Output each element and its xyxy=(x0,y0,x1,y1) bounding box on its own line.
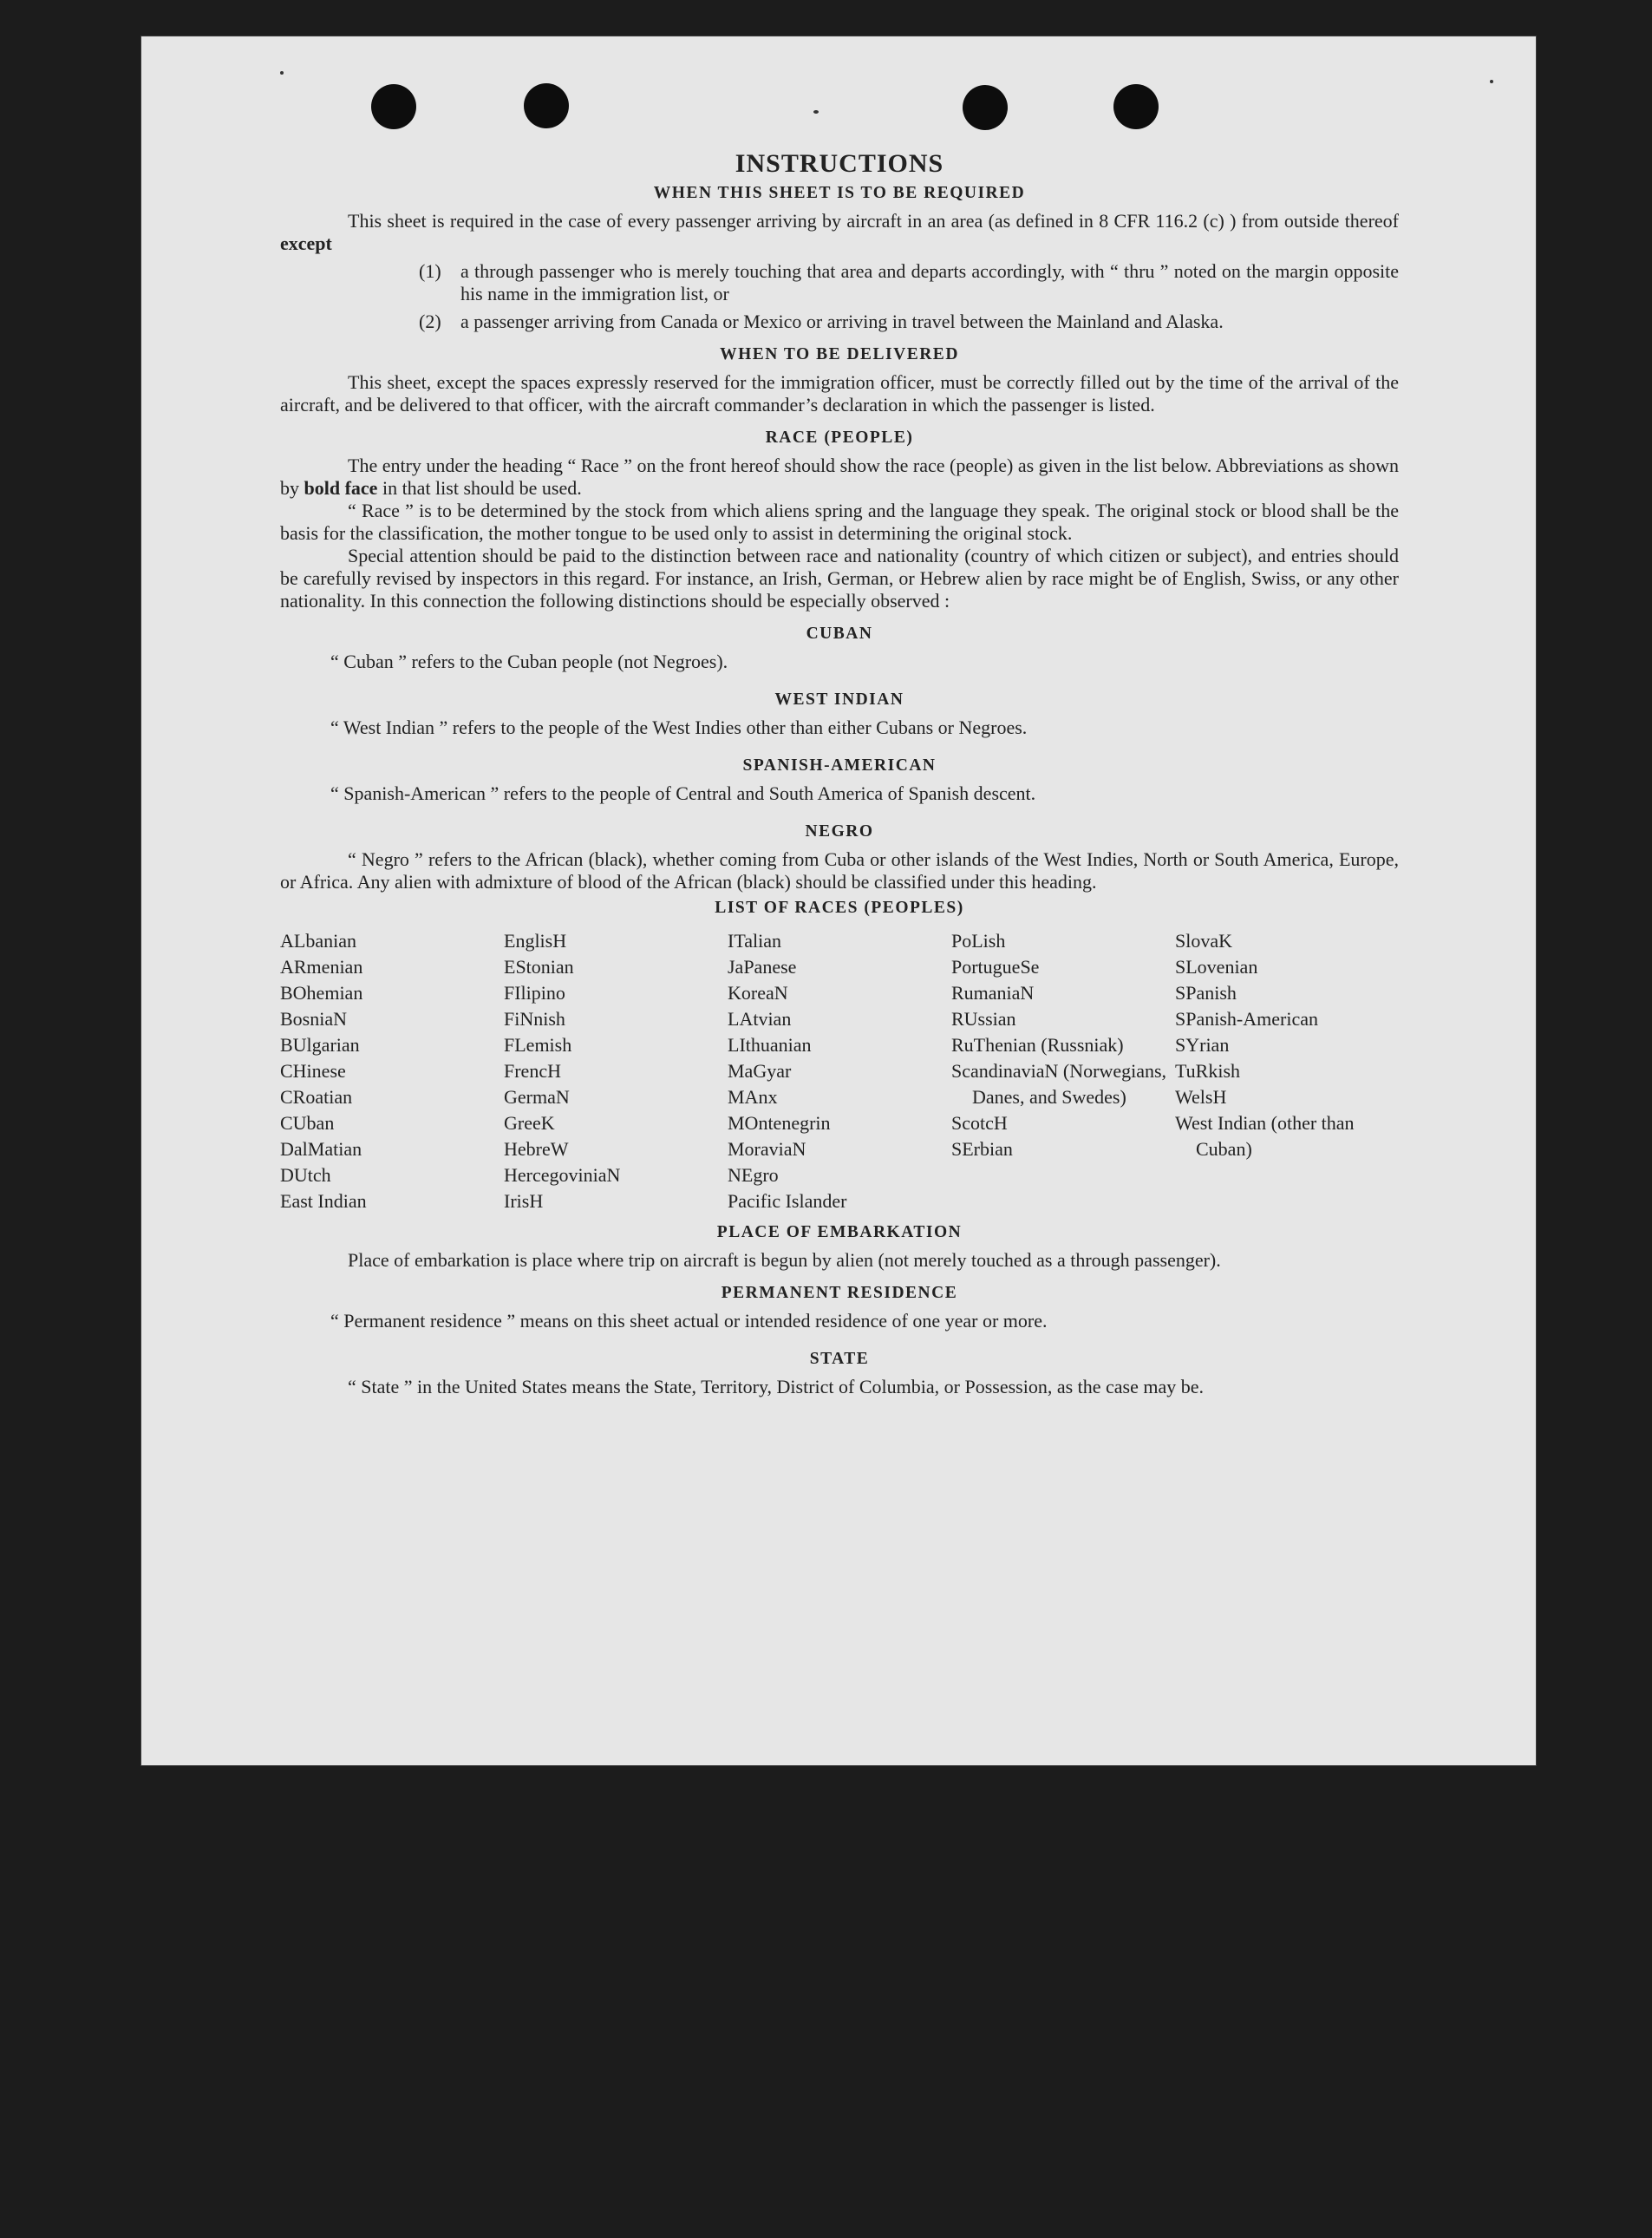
races-column-4 xyxy=(951,928,1175,1214)
paragraph-race-3: Special attention should be paid to the distinction between race and nationality (country of which citizen or subject), and entries should be carefully revised by inspectors in this regard. For instance, an Irish, German, or Hebrew alien by race might be of English, Swiss, or any other nationality. In this connection the following distinctions should be especially observed : xyxy=(280,545,1399,612)
race-entry: MOntenegrin xyxy=(728,1112,831,1134)
item-text: a through passenger who is merely touching that area and departs accordingly, with “ thru ” noted on the margin opposite his name in the immigration list, or xyxy=(460,260,1399,304)
race-entry: KoreaN xyxy=(728,982,788,1004)
paragraph-spanish-american: “ Spanish-American ” refers to the people of Central and South America of Spanish descent. xyxy=(330,782,1036,804)
section-heading-race: RACE (PEOPLE) xyxy=(765,429,914,447)
race-entry: EStonian xyxy=(504,956,574,978)
race-entry: RUssian xyxy=(951,1008,1016,1030)
section-heading-embarkation: PLACE OF EMBARKATION xyxy=(716,1223,963,1241)
item-text: a passenger arriving from Canada or Mexico or arriving in travel between the Mainland and Alaska. xyxy=(460,311,1224,332)
races-column-2 xyxy=(504,928,728,1214)
section-heading-residence: PERMANENT RESIDENCE xyxy=(721,1284,958,1302)
race-text: in that list should be used. xyxy=(377,477,582,499)
race-entry: SPanish xyxy=(1175,982,1237,1004)
punch-hole xyxy=(1113,84,1159,129)
item-number: (1) xyxy=(419,260,441,282)
race-entry: HebreW xyxy=(504,1138,569,1160)
race-entry: BosniaN xyxy=(280,1008,347,1030)
race-entry: ScandinaviaN (Norwegians, Danes, and Swedes) xyxy=(951,1060,1167,1108)
punch-hole xyxy=(963,85,1008,130)
race-entry: MaGyar xyxy=(728,1060,792,1082)
paper-speck xyxy=(1490,80,1493,83)
race-entry: LAtvian xyxy=(728,1008,792,1030)
race-entry: PoLish xyxy=(951,930,1006,952)
section-heading-list-of-races: LIST OF RACES (PEOPLES) xyxy=(715,899,964,917)
race-entry: SYrian xyxy=(1175,1034,1230,1056)
race-entry: Pacific Islander xyxy=(728,1190,847,1212)
race-entry: SLovenian xyxy=(1175,956,1258,978)
instructions-content xyxy=(280,149,1399,1398)
race-entry: SErbian xyxy=(951,1138,1013,1160)
races-column-5 xyxy=(1175,928,1399,1214)
race-entry: CUban xyxy=(280,1112,335,1134)
race-entry: DalMatian xyxy=(280,1138,362,1160)
paragraph-west-indian: “ West Indian ” refers to the people of the West Indies other than either Cubans or Negroes. xyxy=(330,717,1028,738)
paper-speck xyxy=(280,71,284,75)
section-heading-cuban: CUBAN xyxy=(806,625,873,643)
paragraph-when-required xyxy=(280,210,1399,255)
section-heading-spanish-american: SPANISH-AMERICAN xyxy=(742,756,937,775)
race-entry: SPanish-American xyxy=(1175,1008,1318,1030)
item-number: (2) xyxy=(419,311,441,332)
document-sheet xyxy=(141,36,1536,1765)
page-title: INSTRUCTIONS xyxy=(735,149,944,178)
section-heading-state: STATE xyxy=(809,1350,870,1368)
paragraph-embarkation: Place of embarkation is place where trip on aircraft is begun by alien (not merely touched as a through passenger). xyxy=(348,1249,1221,1271)
race-entry: CHinese xyxy=(280,1060,346,1082)
paragraph-when-delivered: This sheet, except the spaces expressly reserved for the immigration officer, must be correctly filled out by the time of the arrival of the aircraft, and be delivered to that officer, with the aircraft commander’s declaration in which the passenger is listed. xyxy=(280,371,1399,416)
paragraph-residence: “ Permanent residence ” means on this sheet actual or intended residence of one year or more. xyxy=(330,1310,1048,1332)
text-when-required: This sheet is required in the case of every passenger arriving by aircraft in an area (as defined in 8 CFR 116.2 (c) ) from outside thereof xyxy=(348,210,1399,232)
paragraph-negro: “ Negro ” refers to the African (black), whether coming from Cuba or other islands of the West Indies, North or South America, Europe, or Africa. Any alien with admixture of blood of the African (black) should be classified under this heading. xyxy=(280,848,1399,893)
section-heading-when-required: WHEN THIS SHEET IS TO BE REQUIRED xyxy=(653,184,1026,202)
race-entry: FLemish xyxy=(504,1034,572,1056)
punch-hole xyxy=(371,84,416,129)
race-entry: GreeK xyxy=(504,1112,555,1134)
race-entry: FrencH xyxy=(504,1060,561,1082)
race-entry: MoraviaN xyxy=(728,1138,806,1160)
exception-item xyxy=(280,311,1399,333)
bold-face-text: bold face xyxy=(304,477,378,499)
paragraph-race-1 xyxy=(280,455,1399,500)
race-entry: WelsH xyxy=(1175,1086,1227,1108)
race-entry: FIlipino xyxy=(504,982,565,1004)
race-entry: West Indian (other than Cuban) xyxy=(1175,1112,1355,1160)
races-table xyxy=(280,928,1399,1214)
paper-speck xyxy=(813,110,819,114)
race-entry: MAnx xyxy=(728,1086,778,1108)
race-entry: JaPanese xyxy=(728,956,797,978)
race-entry: NEgro xyxy=(728,1164,779,1186)
paragraph-race-2: “ Race ” is to be determined by the stock from which aliens spring and the language they speak. The original stock or blood shall be the basis for the classification, the mother tongue to be used only to assist in determining the original stock. xyxy=(280,500,1399,544)
race-entry: ScotcH xyxy=(951,1112,1008,1134)
race-text: The entry under the heading “ Race ” on the front hereof should show the race (people) as given in the list below. Abbreviations as shown by xyxy=(280,455,1399,499)
section-heading-west-indian: WEST INDIAN xyxy=(774,690,904,709)
race-entry: RuThenian (Russniak) xyxy=(951,1034,1124,1056)
race-entry: PortugueSe xyxy=(951,956,1040,978)
race-entry: LIthuanian xyxy=(728,1034,812,1056)
race-entry: CRoatian xyxy=(280,1086,353,1108)
race-entry: BUlgarian xyxy=(280,1034,360,1056)
race-entry: RumaniaN xyxy=(951,982,1035,1004)
section-heading-when-delivered: WHEN TO BE DELIVERED xyxy=(720,345,959,363)
race-entry: DUtch xyxy=(280,1164,331,1186)
race-entry: FiNnish xyxy=(504,1008,565,1030)
race-entry: HercegoviniaN xyxy=(504,1164,621,1186)
text-except: except xyxy=(280,232,332,254)
race-entry: ITalian xyxy=(728,930,781,952)
paragraph-cuban: “ Cuban ” refers to the Cuban people (not Negroes). xyxy=(330,651,728,672)
race-entry: EnglisH xyxy=(504,930,567,952)
races-column-1 xyxy=(280,928,504,1214)
races-column-3 xyxy=(728,928,951,1214)
race-entry: ALbanian xyxy=(280,930,356,952)
race-entry: East Indian xyxy=(280,1190,367,1212)
exception-item xyxy=(280,260,1399,305)
race-entry: GermaN xyxy=(504,1086,570,1108)
race-entry: BOhemian xyxy=(280,982,363,1004)
race-entry: IrisH xyxy=(504,1190,544,1212)
race-entry: SlovaK xyxy=(1175,930,1232,952)
punch-hole xyxy=(524,83,569,128)
paragraph-state: “ State ” in the United States means the State, Territory, District of Columbia, or Possession, as the case may be. xyxy=(348,1376,1205,1397)
race-entry: ARmenian xyxy=(280,956,363,978)
race-entry: TuRkish xyxy=(1175,1060,1241,1082)
section-heading-negro: NEGRO xyxy=(805,822,874,841)
